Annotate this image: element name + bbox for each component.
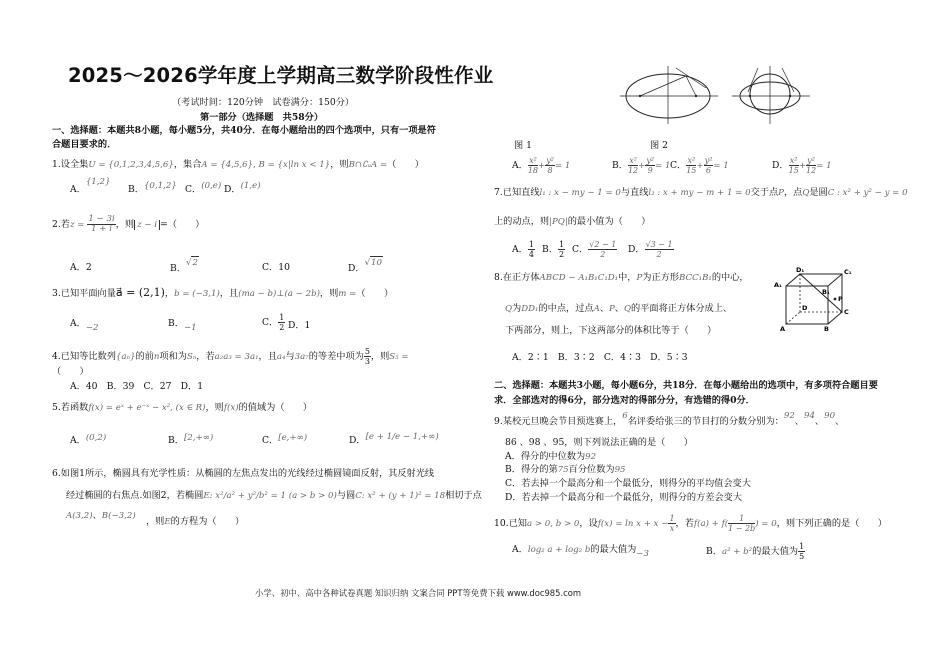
question-6-line2: 经过椭圆的右焦点.如图2，若椭圆E: x²/a² + y²/b² = 1 (a > b > 0)与圆C: x² + (y + 1)² = 18相切于点 bbox=[66, 490, 482, 501]
q4-option-c: C．27 bbox=[143, 381, 172, 392]
q5-option-b: B．[2,+∞) bbox=[168, 433, 214, 446]
question-8: 8.在正方体ABCD − A₁B₁C₁D₁中，P为正方形BCC₁B₁的中心， bbox=[494, 272, 749, 283]
q7-option-b: B． $\frac{1}{2}$ bbox=[542, 240, 565, 259]
section1-heading-cont: 合题目要求的． bbox=[52, 139, 117, 150]
q9-option-c: C．若去掉一个最高分和一个最低分，则得分的平均值会变大 bbox=[505, 478, 751, 489]
q2-option-b: B．√2 bbox=[170, 258, 198, 274]
cube-label-d: D bbox=[802, 304, 808, 312]
question-1 bbox=[52, 159, 424, 171]
q3-option-a: A．−2 bbox=[70, 318, 99, 333]
q1-sets: A = {4,5,6}, B = {x|ln x < 1} bbox=[201, 160, 331, 170]
q2-option-c: C．10 bbox=[262, 262, 290, 273]
figure-1-caption: 图 1 bbox=[514, 140, 532, 151]
q1-option-c: C．(0,e) bbox=[185, 181, 222, 195]
q4-options bbox=[70, 381, 203, 393]
question-3: 3.已知平面向量a⃗ = (2,1)，b = (−3,1)，且(ma − b)⊥(a − 2b)，则m =（ ） bbox=[52, 286, 394, 299]
question-7-line2: 上的动点，则|PQ|的最小值为（ ） bbox=[494, 216, 651, 227]
footer-note: 小学、初中、高中各种试卷真题 知识归纳 文案合同 PPT等免费下载 www.doc985.com bbox=[255, 588, 582, 598]
cube-label-c: C bbox=[844, 308, 849, 316]
q4-option-a: A．40 bbox=[70, 381, 98, 392]
figure-2-ellipse-circle bbox=[730, 62, 812, 126]
figure-cube bbox=[772, 266, 858, 332]
q10-option-a: A．log₂ a + log₂ b的最大值为−3 bbox=[512, 544, 649, 559]
q1-paren: （ ） bbox=[387, 159, 424, 170]
q10-option-b: B．a² + b²的最大值为 $\frac{1}{5}$ bbox=[706, 542, 805, 561]
q5-option-a: A．(0,2) bbox=[70, 433, 107, 446]
q1-ask: B∩∁ᵤA = bbox=[348, 160, 388, 170]
cube-label-c1: C₁ bbox=[844, 268, 852, 276]
q5-option-c: C．[e,+∞) bbox=[262, 433, 308, 446]
q7-option-d: D． $\frac{√3 - 1}{2}$ bbox=[628, 240, 673, 259]
figure-1-ellipse-optics bbox=[618, 62, 722, 126]
q2-option-d: D．√10 bbox=[348, 258, 382, 274]
exam-info: （考试时间：120分钟 试卷满分：150分） bbox=[172, 97, 355, 108]
q2-fraction: $\frac{1 - 3i}{1 + i}$ bbox=[88, 214, 115, 234]
q3-vector-b: b = (−3,1) bbox=[174, 289, 220, 299]
q6-option-a: A． $\frac{\text{x²}}{18}$ + $\frac{\text{y²}}{8}$ = 1 bbox=[512, 156, 571, 175]
q1-text: 1.设全集 bbox=[52, 159, 89, 170]
cube-label-b: B bbox=[824, 325, 829, 332]
figure-2-caption: 图 2 bbox=[650, 140, 668, 151]
section1-heading: 一、选择题：本题共8小题，每小题5分，共40分．在每小题给出的四个选项中，只有一项是符 bbox=[52, 125, 436, 136]
q7-line-2: l₂ : x + my − m + 1 = 0 bbox=[648, 188, 751, 198]
q7-option-a: A． $\frac{1}{4}$ bbox=[512, 240, 534, 259]
q5-option-d: D．[e + 1/e − 1,+∞) bbox=[349, 432, 439, 446]
q6-ellipse: E: x²/a² + y²/b² = 1 (a > b > 0) bbox=[203, 491, 337, 501]
q2-option-a: A．2 bbox=[70, 262, 92, 273]
q2-z: z = bbox=[69, 220, 85, 230]
section2-heading: 二、选择题：本题共3小题，每小题6分，共18分．在每小题给出的选项中，有多项符合题目要 bbox=[494, 380, 878, 391]
question-9-line2: 86 、98 、95，则下列说法正确的是（ ） bbox=[505, 437, 693, 448]
question-6-line3: A(3,2)、B(−3,2) bbox=[66, 510, 136, 521]
q4-option-b: B．39 bbox=[106, 381, 135, 392]
question-7: 7.已知直线l₁ : x − my − 1 = 0与直线l₂ : x + my − m + 1 = 0交于点P，点Q是圆C : x² + y² − y = 0 bbox=[494, 187, 908, 198]
q7-option-c: C． $\frac{√2 - 1}{2}$ bbox=[572, 240, 617, 259]
cube-label-b1: B₁ bbox=[822, 288, 830, 296]
part-one-heading: 第一部分（选择题 共58分） bbox=[200, 112, 324, 123]
q4-paren: （ ） bbox=[52, 366, 89, 377]
q9-option-a: A．得分的中位数为92 bbox=[505, 451, 597, 462]
question-10: 10.已知a > 0, b > 0，设f(x) = ln x + x − $\frac{1}{x}$ ，若f(a) + f( $\frac{1}{1 - 2b}$ ) = 0，则下列正确的是（ ） bbox=[494, 514, 887, 533]
cube-label-d1: D₁ bbox=[796, 266, 805, 274]
q1-universal-set: U = {0,1,2,3,4,5,6} bbox=[88, 160, 174, 170]
cube-label-p: P bbox=[838, 295, 843, 303]
q3-condition: (ma − b)⊥(a − 2b) bbox=[238, 289, 320, 299]
q9-option-b: B．得分的第75百分位数为95 bbox=[505, 464, 626, 475]
q1-text: ，则 bbox=[330, 159, 349, 170]
q6-option-d: D． $\frac{\text{x²}}{15}$ + $\frac{\text{y²}}{12}$ = 1 bbox=[772, 156, 832, 175]
question-4: 4.已知等比数列{aₙ}的前n项和为Sₙ，若a₂a₃ = 3a₁，且a₄与3a₇的等差中项为 $\frac{5}{3}$ ，则S₅ = bbox=[52, 347, 409, 366]
q1-option-d: D．(1,e) bbox=[224, 181, 261, 195]
q5-function: f(x) = eˣ + e⁻ˣ − x², (x ∈ R) bbox=[88, 403, 206, 413]
section2-heading-cont: 求．全部选对的得6分，部分选对的得部分分，有选错的得0分． bbox=[494, 395, 755, 406]
q7-circle: C : x² + y² − y = 0 bbox=[827, 188, 908, 198]
q6-option-c: C． $\frac{\text{x²}}{15}$ + $\frac{\text{y²}}{6}$ = 1 bbox=[670, 156, 729, 175]
q1-text: ，集合 bbox=[173, 159, 202, 170]
question-8-line3: 下两部分，则上，下这两部分的体积比等于（ ） bbox=[505, 325, 717, 336]
question-8-line2: Q为DD₁的中点，过点A、P、Q的平面将正方体分成上、 bbox=[505, 303, 733, 314]
q4-option-d: D．1 bbox=[180, 381, 204, 392]
q2-abs: z − i bbox=[134, 220, 160, 230]
cube-label-a1: A₁ bbox=[774, 281, 782, 289]
cube-label-a: A bbox=[780, 325, 786, 332]
q3-vector-a: a⃗ = (2,1) bbox=[115, 286, 165, 299]
question-6-line4: ，则E的方程为（ ） bbox=[146, 516, 245, 527]
question-5: 5.若函数f(x) = eˣ + e⁻ˣ − x², (x ∈ R)，则f(x)的值域为（ ） bbox=[52, 402, 313, 413]
q7-line-1: l₁ : x − my − 1 = 0 bbox=[539, 188, 621, 198]
page-title: 2025～2026学年度上学期高三数学阶段性作业 bbox=[68, 64, 494, 87]
question-2: 2.若z = $\frac{1 - 3i}{1 + i}$ ，则 z − i =（ ） bbox=[52, 214, 205, 234]
q3-option-b: B．−1 bbox=[168, 318, 197, 333]
q3-option-c: C． $\frac{1}{2}$ bbox=[262, 313, 285, 332]
q3-option-d: D．1 bbox=[288, 320, 311, 331]
q6-circle: C: x² + (y + 1)² = 18 bbox=[355, 491, 446, 501]
q8-cube: ABCD − A₁B₁C₁D₁ bbox=[539, 273, 619, 283]
question-9: 9.某校元旦晚会节目预选赛上，6名评委给张三的节目打的分数分别为：92、94、90、 bbox=[494, 411, 845, 427]
q1-option-b: B．{0,1,2} bbox=[128, 181, 177, 195]
question-6-line1: 6.如图1所示，椭圆具有光学性质：从椭圆的左焦点发出的光线经过椭圆镜面反射，其反射光线 bbox=[52, 468, 435, 479]
q1-option-a: A．{1,2} bbox=[70, 177, 111, 195]
q8-options: A．2∶1 B．3∶2 C．4∶3 D．5∶3 bbox=[512, 352, 688, 363]
q9-option-d: D．若去掉一个最高分和一个最低分，则得分的方差会变大 bbox=[505, 492, 743, 503]
q6-option-b: B． $\frac{\text{x²}}{12}$ + $\frac{\text{y²}}{9}$ = 1 bbox=[612, 156, 671, 175]
